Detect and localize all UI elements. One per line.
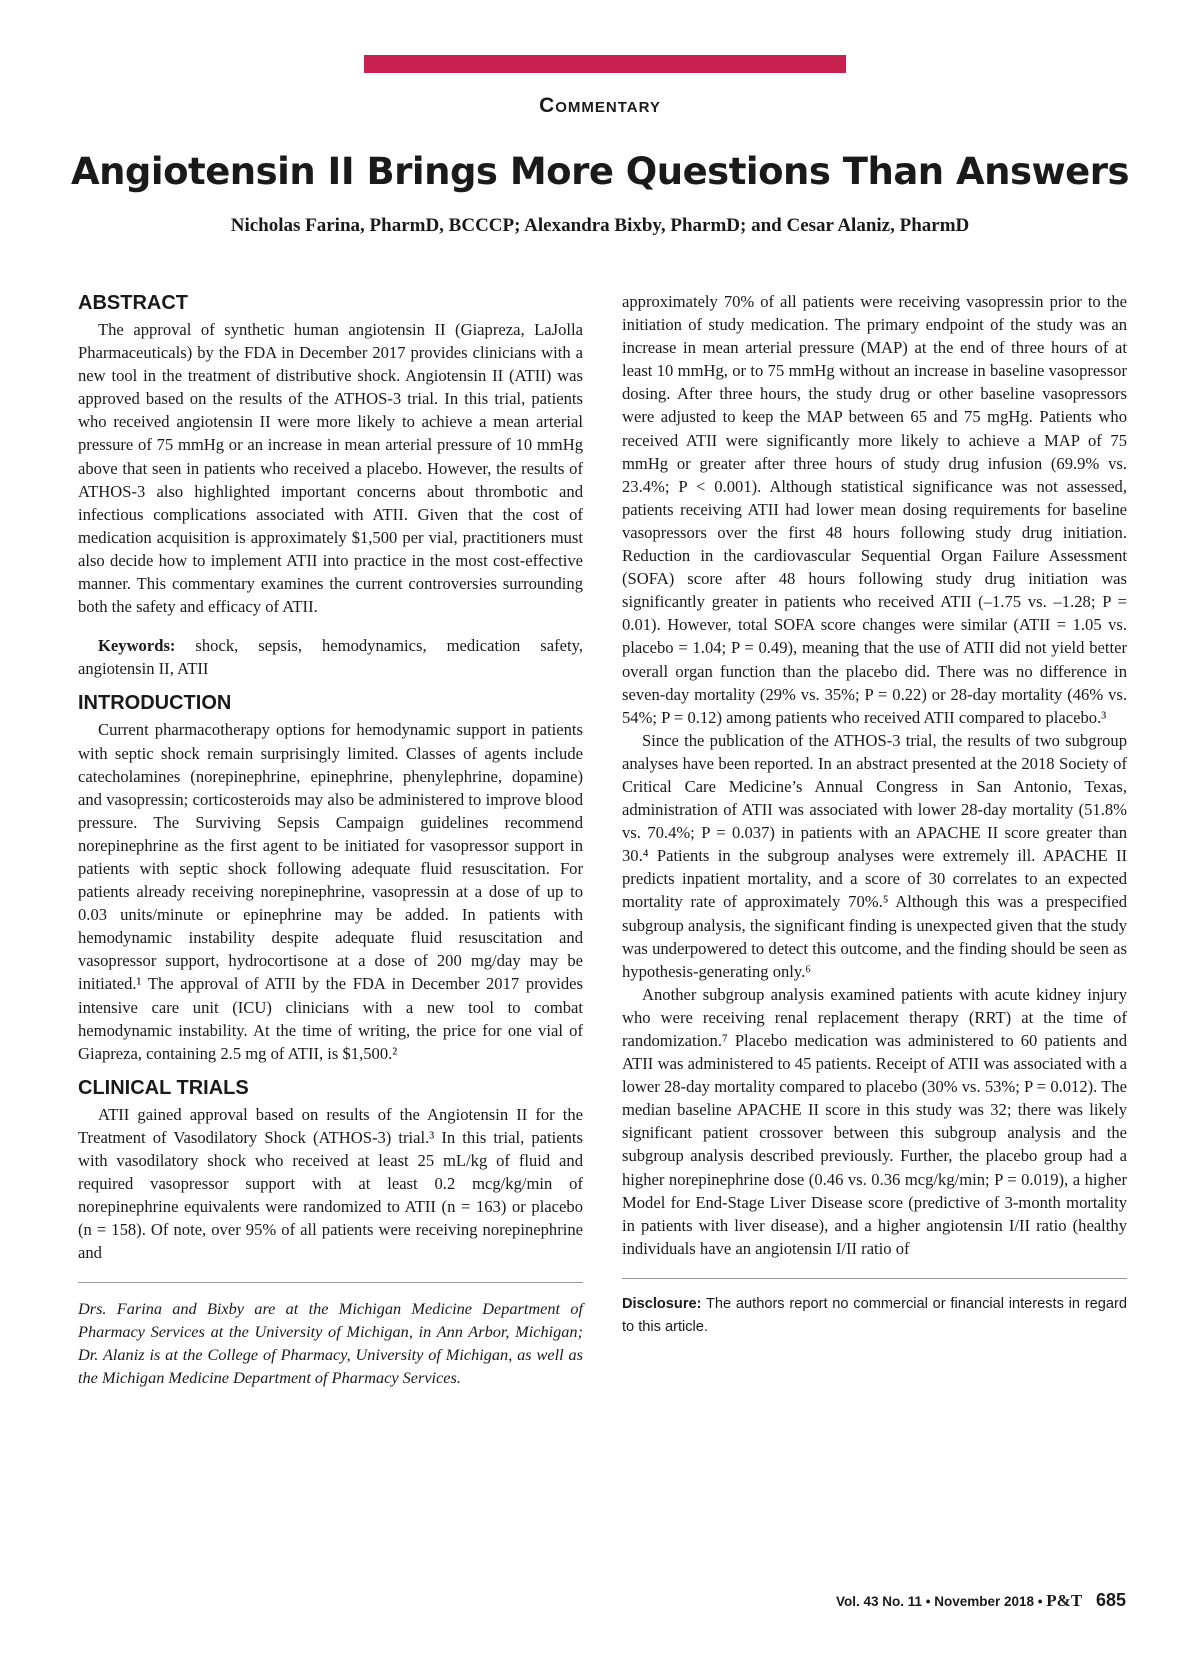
issue-info: Vol. 43 No. 11 • November 2018 • xyxy=(835,1594,1043,1609)
page-footer xyxy=(836,1590,1126,1611)
abstract-heading: ABSTRACT xyxy=(78,292,188,314)
disclosure-text: The authors report no commercial or financial interests in regard to this article. xyxy=(622,1295,1127,1335)
introduction-text: Current pharmacotherapy options for hemodynamic support in patients with septic shock remain surprisingly limited. Classes of agents include catecholamines (norepinephrine, epinephrine, phenylephrine, dopamine) and vasopressin; corticosteroids may also be administered to improve blood pressure. The Surviving Sepsis Campaign guidelines recommend norepinephrine as the first agent to be initiated for vasopressor support in patients with septic shock following adequate fluid resuscitation. For patients already receiving norepinephrine, vasopressin at a dose of up to 0.03 units/minute or epinephrine may be added. In patients with hemodynamic instability despite adequate fluid resuscitation and vasopressor support, hydrocortisone at a dose of 200 mg/day may be initiated.¹ The approval of ATII by the FDA in December 2017 provides intensive care unit (ICU) clinicians with a new tool to combat hemodynamic instability. At the time of writing, the price for one vial of Giapreza, containing 2.5 mg of ATII, is $1,500.² xyxy=(78,720,583,1063)
keywords-text: shock, sepsis, hemodynamics, medication safety, angiotensin II, ATII xyxy=(78,636,583,679)
keywords xyxy=(78,634,583,680)
body-paragraph: Since the publication of the ATHOS-3 trial, the results of two subgroup analyses have been reported. In an abstract presented at the 2018 Society of Critical Care Medicine’s Annual Congress in San Antonio, Texas, administration of ATII was associated with lower 28-day mortality (51.8% vs. 70.4%; P = 0.037) in patients with an APACHE II score greater than 30.⁴ Patients in the subgroup analyses were extremely ill. APACHE II predicts inpatient mortality, and a score of 30 correlates to an expected mortality rate of approximately 70%.⁵ Although this was a prespecified subgroup analysis, the significant finding is unexpected given that the study was underpowered to detect this outcome, and the finding should be seen as hypothesis-generating only.⁶ xyxy=(622,730,1127,981)
disclosure-divider xyxy=(622,1278,1127,1279)
abstract-text: The approval of synthetic human angiotensin II (Giapreza, LaJolla Pharmaceuticals) by the FDA in December 2017 provides clinicians with a new tool in the treatment of distributive shock. Angiotensin II (ATII) was approved based on the results of the ATHOS-3 trial. In this trial, patients who received angiotensin II were more likely to achieve a mean arterial pressure of 75 mmHg or an increase in mean arterial pressure of 10 mmHg above that seen in patients who received a placebo. However, the results of ATHOS-3 also highlighted important concerns about thrombotic and infectious complications associated with ATII. Given that the cost of medication acquisition is approximately $1,500 per vial, practitioners must also decide how to implement ATII into practice in the most cost-effective manner. This commentary examines the current controversies surrounding both the safety and efficacy of ATII. xyxy=(78,320,583,617)
footnote-divider xyxy=(78,1282,583,1283)
body-paragraph: approximately 70% of all patients were receiving vasopressin prior to the initiation of study medication. The primary endpoint of the study was an increase in mean arterial pressure (MAP) at the end of three hours of at least 10 mmHg, or to 75 mmHg without an increase in baseline vasopressor dosing. After three hours, the study drug or other baseline vasopressors were adjusted to keep the MAP between 65 and 75 mgHg. Patients who received ATII were significantly more likely to achieve a MAP of 75 mmHg or greater after three hours of study drug infusion (69.9% vs. 23.4%; P < 0.001). Although statistical significance was not assessed, patients receiving ATII had lower mean dosing requirements for baseline vasopressors over the first 48 hours following study drug initiation. Reduction in the cardiovascular Sequential Organ Failure Assessment (SOFA) score after 48 hours following study drug initiation was significantly greater in patients who received ATII (–1.75 vs. –1.28; P = 0.01). However, total SOFA score changes were similar (ATII = 1.05 vs. placebo = 1.04; P = 0.49), meaning that the use of ATII did not yield better overall organ function than the placebo did. There was no difference in seven-day mortality (29% vs. 35%; P = 0.22) or 28-day mortality (46% vs. 54%; P = 0.12) among patients who received ATII compared to placebo.³ xyxy=(622,292,1127,727)
section-accent-bar xyxy=(364,55,846,73)
introduction-heading: INTRODUCTION xyxy=(78,692,232,715)
body-paragraph: Another subgroup analysis examined patients with acute kidney injury who were receiving renal replacement therapy (RRT) at the time of randomization.⁷ Placebo medication was administered to 60 patients and ATII was administered to 45 patients. Receipt of ATII was associated with a lower 28-day mortality compared to placebo (30% vs. 53%; P = 0.012). The median baseline APACHE II score in this study was 32; there was likely significant patient crossover between this subgroup analysis and the subgroup analysis described previously. Further, the placebo group had a higher norepinephrine dose (0.46 vs. 0.36 mcg/kg/min; P = 0.019), a higher Model for End-Stage Liver Disease score (predictive of 3-month mortality in patients with liver disease), and a higher angiotensin I/II ratio (healthy individuals have an angiotensin I/II ratio of xyxy=(622,984,1127,1258)
article-title: Angiotensin II Brings More Questions Than Answers xyxy=(70,150,1130,193)
page-number: 685 xyxy=(1095,1590,1126,1610)
disclosure xyxy=(622,1293,1127,1339)
article-authors: Nicholas Farina, PharmD, BCCCP; Alexandra Bixby, PharmD; and Cesar Alaniz, PharmD xyxy=(230,215,970,236)
disclosure-label: Disclosure: xyxy=(622,1295,702,1312)
journal-name: P&T xyxy=(1046,1591,1083,1610)
right-column xyxy=(622,290,1127,1339)
left-column xyxy=(78,290,583,1389)
section-label: Commentary xyxy=(539,94,661,117)
clinical-trials-text: ATII gained approval based on results of the Angiotensin II for the Treatment of Vasodilatory Shock (ATHOS-3) trial.³ In this trial, patients with vasodilatory shock who received at least 25 mL/kg of fluid and required vasopressor support with at least 0.2 mcg/kg/min of norepinephrine equivalents were randomized to ATII (n = 163) or placebo (n = 158). Of note, over 95% of all patients were receiving norepinephrine and xyxy=(78,1104,583,1263)
clinical-trials-heading: CLINICAL TRIALS xyxy=(78,1076,249,1099)
author-affiliation: Drs. Farina and Bixby are at the Michigan Medicine Department of Pharmacy Services at the University of Michigan, in Ann Arbor, Michigan; Dr. Alaniz is at the College of Pharmacy, University of Michigan, as well as the Michigan Medicine Department of Pharmacy Services. xyxy=(78,1299,583,1388)
keywords-label: Keywords: xyxy=(98,636,176,656)
